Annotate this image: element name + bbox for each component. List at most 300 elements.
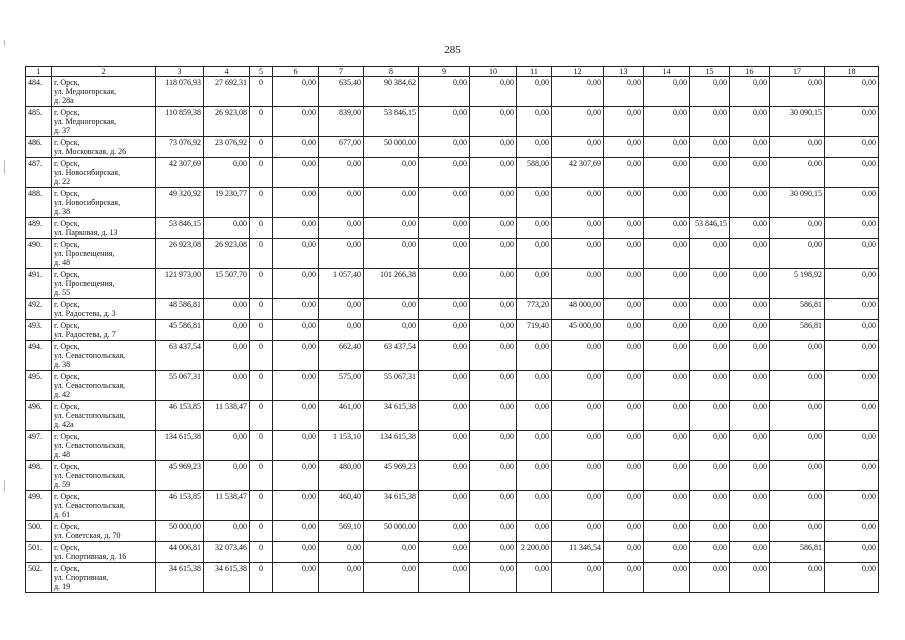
value-cell: 0,00 <box>470 461 517 491</box>
value-cell: 0,00 <box>364 320 419 341</box>
value-cell: 0,00 <box>644 320 690 341</box>
address-line: ул. Спортивная, д. 16 <box>54 552 127 561</box>
value-cell: 0,00 <box>419 431 470 461</box>
value-cell: 0,00 <box>517 239 552 269</box>
table-row <box>26 563 879 593</box>
value-cell: 0,00 <box>690 401 730 431</box>
value-cell: 0,00 <box>319 188 364 218</box>
value-cell: 0,00 <box>604 401 644 431</box>
table-row <box>26 269 879 299</box>
value-cell: 0,00 <box>604 542 644 563</box>
address-cell <box>52 299 156 320</box>
address-line: ул. Севастопольская, <box>54 501 126 510</box>
value-cell: 0,00 <box>419 239 470 269</box>
value-cell: 0,00 <box>690 542 730 563</box>
value-cell: 27 692,31 <box>204 77 250 107</box>
address-cell <box>52 239 156 269</box>
value-cell: 0,00 <box>770 341 825 371</box>
value-cell: 0,00 <box>364 239 419 269</box>
table-row <box>26 341 879 371</box>
data-table <box>25 66 879 593</box>
value-cell: 0,00 <box>825 320 879 341</box>
row-number: 486. <box>26 137 52 158</box>
value-cell: 773,20 <box>517 299 552 320</box>
value-cell: 0,00 <box>690 320 730 341</box>
value-cell: 0 <box>250 269 273 299</box>
value-cell: 34 615,38 <box>204 563 250 593</box>
value-cell: 0,00 <box>319 320 364 341</box>
value-cell: 73 076,92 <box>156 137 204 158</box>
value-cell: 49 320,92 <box>156 188 204 218</box>
value-cell: 0,00 <box>470 188 517 218</box>
table-row <box>26 77 879 107</box>
value-cell: 0,00 <box>552 461 604 491</box>
value-cell: 42 307,69 <box>156 158 204 188</box>
address-line: ул. Советская, д. 70 <box>54 531 121 540</box>
value-cell: 0,00 <box>604 239 644 269</box>
value-cell: 0,00 <box>419 401 470 431</box>
value-cell: 0,00 <box>273 320 319 341</box>
address-line: г. Орск, <box>54 270 80 279</box>
value-cell: 0,00 <box>419 491 470 521</box>
value-cell: 0,00 <box>730 371 770 401</box>
value-cell: 0,00 <box>273 461 319 491</box>
value-cell: 110 859,38 <box>156 107 204 137</box>
value-cell: 0,00 <box>825 218 879 239</box>
column-header: 1 <box>26 67 52 77</box>
value-cell: 0,00 <box>604 137 644 158</box>
value-cell: 53 846,15 <box>156 218 204 239</box>
value-cell: 0,00 <box>825 158 879 188</box>
value-cell: 0,00 <box>517 341 552 371</box>
column-header: 11 <box>517 67 552 77</box>
value-cell: 586,81 <box>770 299 825 320</box>
address-line: ул. Севастопольская, <box>54 381 126 390</box>
value-cell: 0,00 <box>552 563 604 593</box>
value-cell: 30 090,15 <box>770 107 825 137</box>
value-cell: 45 969,23 <box>156 461 204 491</box>
column-header: 14 <box>644 67 690 77</box>
value-cell: 0 <box>250 107 273 137</box>
value-cell: 0,00 <box>770 77 825 107</box>
value-cell: 0,00 <box>419 269 470 299</box>
value-cell: 0,00 <box>825 188 879 218</box>
address-cell <box>52 77 156 107</box>
value-cell: 0,00 <box>552 239 604 269</box>
value-cell: 0,00 <box>273 542 319 563</box>
value-cell: 0,00 <box>204 341 250 371</box>
address-line: д. 61 <box>54 510 71 519</box>
column-header: 10 <box>470 67 517 77</box>
value-cell: 19 230,77 <box>204 188 250 218</box>
value-cell: 0,00 <box>517 563 552 593</box>
value-cell: 0,00 <box>644 431 690 461</box>
value-cell: 0,00 <box>273 341 319 371</box>
address-line: д. 19 <box>54 582 71 591</box>
value-cell: 0,00 <box>273 299 319 320</box>
value-cell: 0 <box>250 461 273 491</box>
table-row <box>26 401 879 431</box>
header-row <box>26 67 879 77</box>
address-line: г. Орск, <box>54 321 80 330</box>
table-row <box>26 542 879 563</box>
value-cell: 0,00 <box>825 521 879 542</box>
value-cell: 0,00 <box>273 137 319 158</box>
value-cell: 63 437,54 <box>156 341 204 371</box>
value-cell: 26 923,08 <box>204 239 250 269</box>
scan-mark <box>4 480 5 492</box>
value-cell: 0,00 <box>730 77 770 107</box>
value-cell: 0,00 <box>770 521 825 542</box>
value-cell: 719,40 <box>517 320 552 341</box>
column-header: 7 <box>319 67 364 77</box>
value-cell: 11 538,47 <box>204 401 250 431</box>
value-cell: 0,00 <box>204 461 250 491</box>
value-cell: 0,00 <box>770 491 825 521</box>
value-cell: 0,00 <box>730 137 770 158</box>
address-line: ул. Медногорская, <box>54 117 117 126</box>
value-cell: 0,00 <box>730 563 770 593</box>
value-cell: 662,40 <box>319 341 364 371</box>
value-cell: 0,00 <box>825 269 879 299</box>
value-cell: 0,00 <box>470 491 517 521</box>
value-cell: 0,00 <box>690 77 730 107</box>
address-line: ул. Севастопольская, <box>54 471 126 480</box>
value-cell: 0,00 <box>825 107 879 137</box>
address-cell <box>52 521 156 542</box>
value-cell: 0,00 <box>825 299 879 320</box>
value-cell: 0,00 <box>730 239 770 269</box>
address-line: д. 22 <box>54 177 71 186</box>
value-cell: 0,00 <box>730 320 770 341</box>
value-cell: 586,81 <box>770 320 825 341</box>
column-header: 4 <box>204 67 250 77</box>
value-cell: 0,00 <box>730 431 770 461</box>
value-cell: 0,00 <box>644 563 690 593</box>
address-line: г. Орск, <box>54 189 80 198</box>
value-cell: 0,00 <box>825 401 879 431</box>
value-cell: 23 076,92 <box>204 137 250 158</box>
value-cell: 0,00 <box>604 371 644 401</box>
address-line: г. Орск, <box>54 138 80 147</box>
address-line: г. Орск, <box>54 219 80 228</box>
value-cell: 0,00 <box>419 77 470 107</box>
page-number: 285 <box>444 44 461 56</box>
value-cell: 0,00 <box>552 521 604 542</box>
value-cell: 2 200,00 <box>517 542 552 563</box>
value-cell: 0,00 <box>770 239 825 269</box>
value-cell: 0,00 <box>770 371 825 401</box>
address-line: ул. Радостева, д. 3 <box>54 309 116 318</box>
value-cell: 0,00 <box>552 107 604 137</box>
value-cell: 0,00 <box>730 401 770 431</box>
value-cell: 0,00 <box>552 491 604 521</box>
value-cell: 0,00 <box>730 158 770 188</box>
value-cell: 55 067,31 <box>156 371 204 401</box>
value-cell: 0,00 <box>730 491 770 521</box>
value-cell: 0,00 <box>517 218 552 239</box>
value-cell: 0,00 <box>825 431 879 461</box>
address-line: г. Орск, <box>54 300 80 309</box>
address-cell <box>52 320 156 341</box>
value-cell: 0,00 <box>273 563 319 593</box>
address-line: д. 42 <box>54 390 71 399</box>
row-number: 490. <box>26 239 52 269</box>
value-cell: 0 <box>250 491 273 521</box>
value-cell: 0,00 <box>204 371 250 401</box>
value-cell: 0,00 <box>204 431 250 461</box>
address-cell <box>52 188 156 218</box>
row-number: 494. <box>26 341 52 371</box>
row-number: 485. <box>26 107 52 137</box>
value-cell: 0,00 <box>517 269 552 299</box>
address-line: г. Орск, <box>54 108 80 117</box>
value-cell: 0,00 <box>604 320 644 341</box>
address-cell <box>52 137 156 158</box>
value-cell: 0,00 <box>604 491 644 521</box>
value-cell: 0,00 <box>419 218 470 239</box>
column-header: 6 <box>273 67 319 77</box>
address-cell <box>52 542 156 563</box>
value-cell: 461,00 <box>319 401 364 431</box>
value-cell: 42 307,69 <box>552 158 604 188</box>
value-cell: 0,00 <box>644 341 690 371</box>
address-line: г. Орск, <box>54 402 80 411</box>
table-row <box>26 107 879 137</box>
value-cell: 0,00 <box>690 137 730 158</box>
value-cell: 0,00 <box>644 137 690 158</box>
address-line: г. Орск, <box>54 159 80 168</box>
table-row <box>26 239 879 269</box>
value-cell: 0,00 <box>419 461 470 491</box>
table-row <box>26 320 879 341</box>
value-cell: 0,00 <box>690 461 730 491</box>
value-cell: 48 586,81 <box>156 299 204 320</box>
value-cell: 0,00 <box>273 218 319 239</box>
row-number: 493. <box>26 320 52 341</box>
address-cell <box>52 371 156 401</box>
value-cell: 0,00 <box>690 371 730 401</box>
value-cell: 0,00 <box>364 158 419 188</box>
value-cell: 0,00 <box>470 299 517 320</box>
value-cell: 101 266,38 <box>364 269 419 299</box>
address-line: г. Орск, <box>54 543 80 552</box>
value-cell: 0,00 <box>730 299 770 320</box>
address-line: ул. Севастопольская, <box>54 441 126 450</box>
value-cell: 0,00 <box>470 77 517 107</box>
value-cell: 0,00 <box>204 218 250 239</box>
value-cell: 0,00 <box>730 269 770 299</box>
value-cell: 0,00 <box>604 341 644 371</box>
value-cell: 0,00 <box>319 563 364 593</box>
table-row <box>26 299 879 320</box>
value-cell: 0,00 <box>604 188 644 218</box>
value-cell: 50 000,00 <box>156 521 204 542</box>
value-cell: 0 <box>250 320 273 341</box>
value-cell: 0,00 <box>690 239 730 269</box>
value-cell: 34 615,38 <box>364 491 419 521</box>
value-cell: 480,00 <box>319 461 364 491</box>
value-cell: 0,00 <box>604 563 644 593</box>
value-cell: 0,00 <box>419 158 470 188</box>
value-cell: 0,00 <box>644 239 690 269</box>
value-cell: 0,00 <box>204 320 250 341</box>
value-cell: 0,00 <box>204 521 250 542</box>
table-row <box>26 461 879 491</box>
value-cell: 0,00 <box>419 341 470 371</box>
column-header: 13 <box>604 67 644 77</box>
column-header: 12 <box>552 67 604 77</box>
value-cell: 11 346,54 <box>552 542 604 563</box>
value-cell: 0,00 <box>204 158 250 188</box>
value-cell: 11 538,47 <box>204 491 250 521</box>
value-cell: 0,00 <box>552 188 604 218</box>
value-cell: 0,00 <box>273 491 319 521</box>
value-cell: 586,81 <box>770 542 825 563</box>
value-cell: 0,00 <box>644 542 690 563</box>
row-number: 496. <box>26 401 52 431</box>
value-cell: 0,00 <box>364 218 419 239</box>
value-cell: 677,00 <box>319 137 364 158</box>
value-cell: 0 <box>250 341 273 371</box>
value-cell: 45 586,81 <box>156 320 204 341</box>
value-cell: 0,00 <box>690 521 730 542</box>
value-cell: 0,00 <box>644 299 690 320</box>
value-cell: 0 <box>250 401 273 431</box>
value-cell: 0,00 <box>552 77 604 107</box>
value-cell: 1 057,40 <box>319 269 364 299</box>
value-cell: 0,00 <box>470 431 517 461</box>
address-line: г. Орск, <box>54 432 80 441</box>
table-row <box>26 491 879 521</box>
column-header: 17 <box>770 67 825 77</box>
address-line: д. 55 <box>54 288 71 297</box>
address-cell <box>52 218 156 239</box>
value-cell: 0,00 <box>690 341 730 371</box>
value-cell: 0 <box>250 371 273 401</box>
value-cell: 0,00 <box>419 107 470 137</box>
value-cell: 50 000,00 <box>364 137 419 158</box>
value-cell: 0,00 <box>690 563 730 593</box>
value-cell: 839,00 <box>319 107 364 137</box>
value-cell: 0,00 <box>770 431 825 461</box>
table-row <box>26 371 879 401</box>
value-cell: 0,00 <box>690 107 730 137</box>
value-cell: 0,00 <box>730 107 770 137</box>
address-line: г. Орск, <box>54 240 80 249</box>
value-cell: 0,00 <box>470 239 517 269</box>
value-cell: 0,00 <box>517 491 552 521</box>
value-cell: 1 153,10 <box>319 431 364 461</box>
row-number: 492. <box>26 299 52 320</box>
address-line: ул. Севастопольская, <box>54 411 126 420</box>
address-line: г. Орск, <box>54 342 80 351</box>
value-cell: 0,00 <box>644 218 690 239</box>
value-cell: 0,00 <box>470 563 517 593</box>
value-cell: 0,00 <box>825 542 879 563</box>
row-number: 500. <box>26 521 52 542</box>
value-cell: 0,00 <box>770 461 825 491</box>
column-header: 16 <box>730 67 770 77</box>
value-cell: 0,00 <box>319 239 364 269</box>
value-cell: 0,00 <box>273 188 319 218</box>
value-cell: 0,00 <box>604 218 644 239</box>
column-header: 2 <box>52 67 156 77</box>
value-cell: 0,00 <box>273 371 319 401</box>
value-cell: 0 <box>250 158 273 188</box>
value-cell: 0 <box>250 218 273 239</box>
value-cell: 0,00 <box>730 188 770 218</box>
value-cell: 0,00 <box>273 431 319 461</box>
value-cell: 45 969,23 <box>364 461 419 491</box>
value-cell: 0,00 <box>517 137 552 158</box>
value-cell: 0,00 <box>730 521 770 542</box>
address-line: д. 37 <box>54 126 71 135</box>
value-cell: 0,00 <box>825 461 879 491</box>
value-cell: 53 846,15 <box>690 218 730 239</box>
row-number: 502. <box>26 563 52 593</box>
value-cell: 0 <box>250 521 273 542</box>
row-number: 491. <box>26 269 52 299</box>
value-cell: 0,00 <box>273 269 319 299</box>
value-cell: 0,00 <box>517 371 552 401</box>
value-cell: 0,00 <box>825 491 879 521</box>
column-header: 9 <box>419 67 470 77</box>
value-cell: 0,00 <box>552 401 604 431</box>
address-line: д. 42а <box>54 420 74 429</box>
value-cell: 0,00 <box>604 299 644 320</box>
address-line: ул. Новосибирская, <box>54 168 121 177</box>
value-cell: 460,40 <box>319 491 364 521</box>
value-cell: 0,00 <box>319 542 364 563</box>
value-cell: 0,00 <box>470 269 517 299</box>
value-cell: 0 <box>250 77 273 107</box>
address-cell <box>52 491 156 521</box>
address-line: ул. Спортивная, <box>54 573 109 582</box>
value-cell: 0,00 <box>470 401 517 431</box>
table-row <box>26 431 879 461</box>
value-cell: 0 <box>250 431 273 461</box>
value-cell: 0,00 <box>319 158 364 188</box>
value-cell: 0,00 <box>419 188 470 218</box>
value-cell: 55 067,31 <box>364 371 419 401</box>
value-cell: 0,00 <box>825 239 879 269</box>
address-line: г. Орск, <box>54 372 80 381</box>
value-cell: 0,00 <box>273 521 319 542</box>
value-cell: 0,00 <box>644 401 690 431</box>
address-line: д. 38 <box>54 207 71 216</box>
value-cell: 0,00 <box>470 371 517 401</box>
address-line: г. Орск, <box>54 78 80 87</box>
value-cell: 0,00 <box>770 401 825 431</box>
table-row <box>26 158 879 188</box>
value-cell: 0 <box>250 542 273 563</box>
address-line: ул. Севастопольская, <box>54 351 126 360</box>
value-cell: 134 615,38 <box>156 431 204 461</box>
value-cell: 0,00 <box>730 461 770 491</box>
value-cell: 0,00 <box>552 269 604 299</box>
value-cell: 0,00 <box>644 158 690 188</box>
address-line: ул. Просвещения, <box>54 279 115 288</box>
value-cell: 15 507,70 <box>204 269 250 299</box>
value-cell: 134 615,38 <box>364 431 419 461</box>
value-cell: 0,00 <box>552 341 604 371</box>
table-row <box>26 218 879 239</box>
value-cell: 0 <box>250 299 273 320</box>
value-cell: 0,00 <box>419 542 470 563</box>
value-cell: 0,00 <box>364 542 419 563</box>
address-cell <box>52 107 156 137</box>
